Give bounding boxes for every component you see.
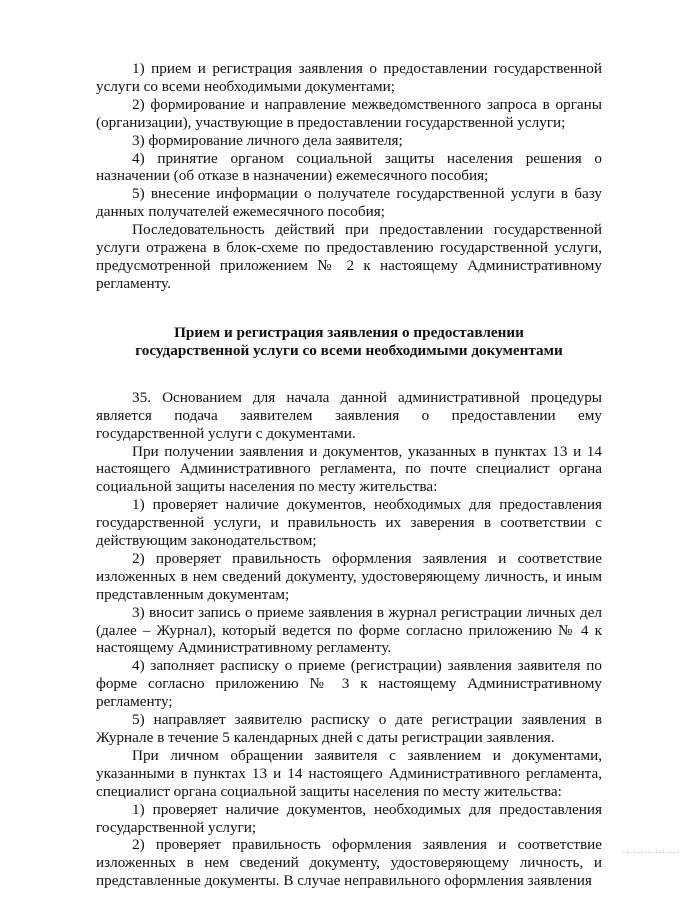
section-heading-line-2: государственной услуги со всеми необходимыми документами: [135, 342, 563, 360]
list-item-top-2: 2) формирование и направление межведомственного запроса в органы (организации), участвующие в предоставлении государственной услуги;: [96, 95, 602, 131]
sequence-paragraph: Последовательность действий при предоставлении государственной услуги отражена в блок-схеме по предоставлению государственной услуги, предусмотренной приложением № 2 к настоящему Административному регламенту.: [96, 221, 602, 292]
document-page: [96, 60, 602, 890]
mail-intro-paragraph: При получении заявления и документов, указанных в пунктах 13 и 14 настоящего Административного регламента, по почте специалист органа социальной защиты населения по месту жительства:: [96, 442, 602, 496]
scan-edge-mark: .:.:.:.:.:.:.:.:: [622, 848, 680, 855]
list-item-top-3: 3) формирование личного дела заявителя;: [132, 131, 403, 149]
mail-list-item-5: 5) направляет заявителю расписку о дате регистрации заявления в Журнале в течение 5 календарных дней с даты регистрации заявления.: [96, 711, 602, 746]
paragraph-35: 35. Основанием для начала данной административной процедуры является подача заявителем заявления о предоставлении ему государственной услуги с документами.: [96, 388, 602, 442]
list-item-top-4: 4) принятие органом социальной защиты населения решения о назначении (об отказе в назначении) ежемесячного пособия;: [96, 149, 602, 185]
list-item-top-5: 5) внесение информации о получателе государственной услуги в базу данных получателей ежемесячного пособия;: [96, 185, 602, 221]
personal-list-item-1: 1) проверяет наличие документов, необходимых для предоставления государственной услуги;: [96, 800, 602, 836]
mail-list-item-1: 1) проверяет наличие документов, необходимых для предоставления государственной услуги, и правильность их заверения в соответствии с действующим законодательством;: [96, 496, 602, 550]
personal-list-item-2: 2) проверяет правильность оформления заявления и соответствие изложенных в нем сведений документу, удостоверяющему личность, и представленные документы. В случае неправильного оформления заявления: [96, 836, 602, 890]
section-heading-line-1: Прием и регистрация заявления о предоставлении: [174, 323, 524, 341]
mail-list-item-4: 4) заполняет расписку о приеме (регистрации) заявления заявителя по форме согласно приложению № 3 к настоящему Административному регламенту;: [96, 657, 602, 711]
personal-intro-paragraph: При личном обращении заявителя с заявлением и документами, указанными в пунктах 13 и 14 настоящего Административного регламента, специалист органа социальной защиты населения по месту жительства:: [96, 746, 602, 800]
mail-list-item-2: 2) проверяет правильность оформления заявления и соответствие изложенных в нем сведений документу, удостоверяющему личность, и иным представленным документам;: [96, 549, 602, 603]
mail-list-item-3: 3) вносит запись о приеме заявления в журнал регистрации личных дел (далее – Журнал), который ведется по форме согласно приложению № 4 к настоящему Административному регламенту.: [96, 603, 602, 657]
list-item-top-1: 1) прием и регистрация заявления о предоставлении государственной услуги со всеми необходимыми документами;: [96, 60, 602, 95]
section-heading: [96, 324, 602, 361]
